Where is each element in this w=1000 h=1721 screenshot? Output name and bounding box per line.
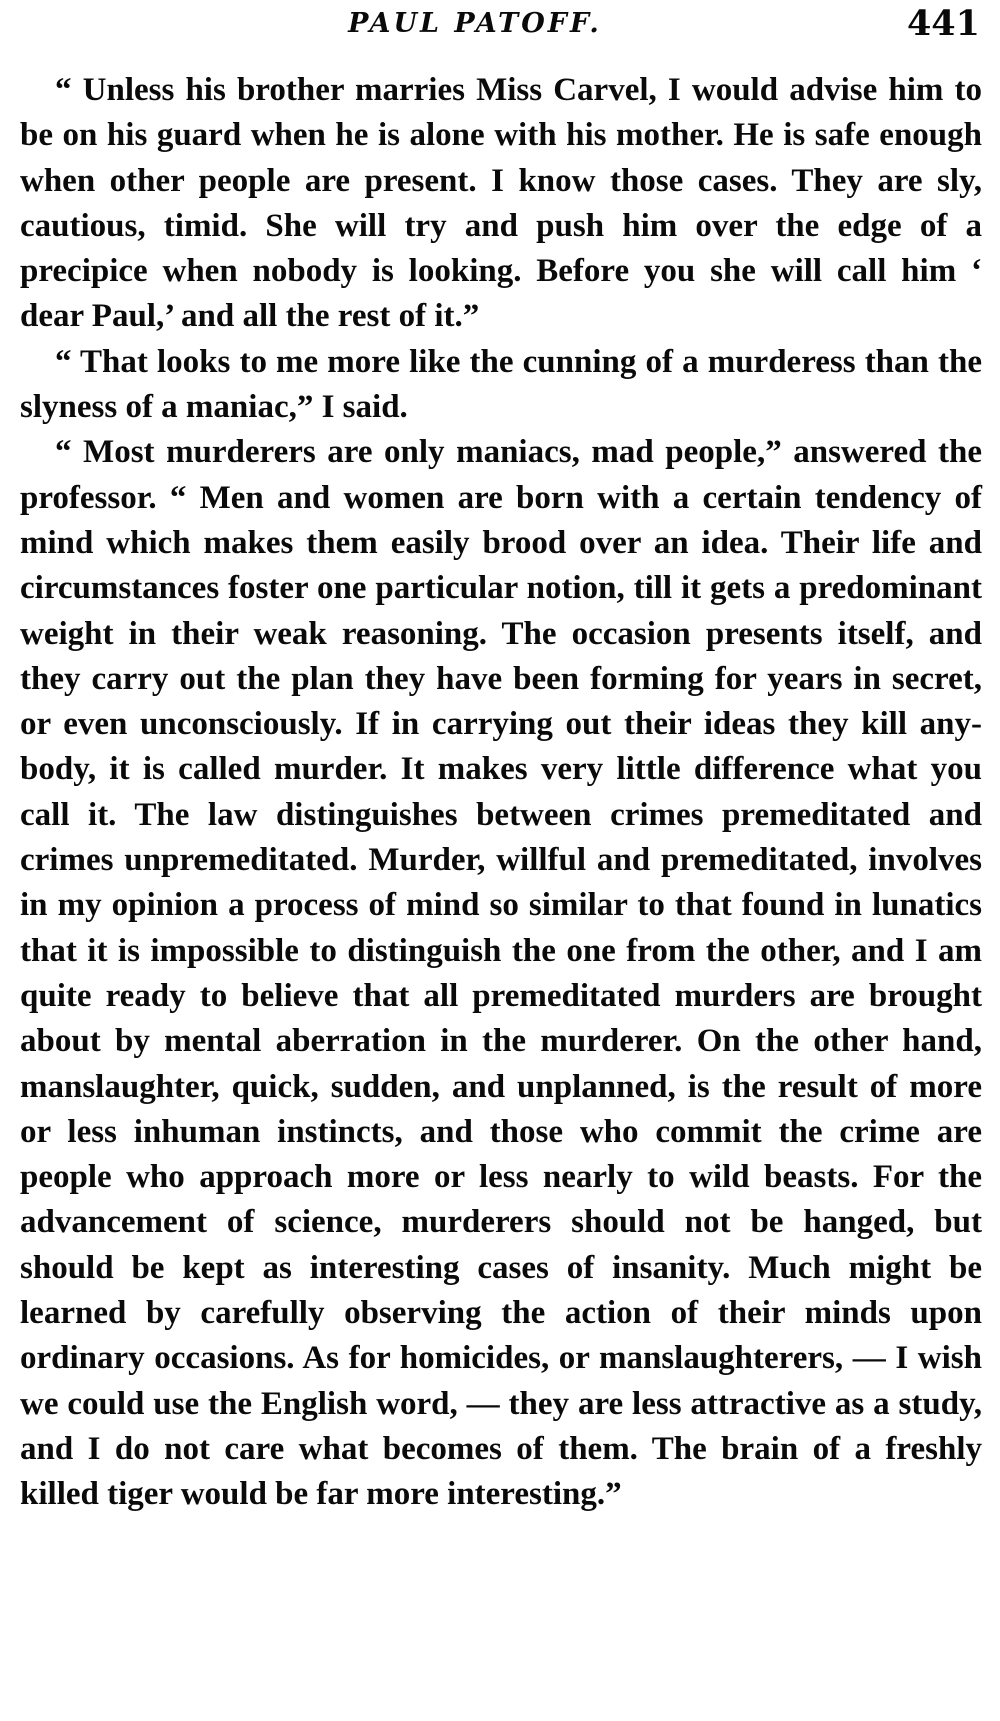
body-text [20, 68, 982, 1518]
page-number: 441 [906, 3, 980, 44]
paragraph: “ Most murderers are only maniacs, mad people,” answered the professor. “ Men and women are born with a certain tendency of mind which makes them easily brood over an idea. Their life and circumstances foster one particular notion, till it gets a predominant weight in their weak reasoning. The occasion presents itself, and they carry out the plan they have been forming for years in secret, or even unconsciously. If in carrying out their ideas they kill anybody, it is called murder. It makes very little difference what you call it. The law distinguishes between crimes premeditated and crimes unpremeditated. Murder, willful and premeditated, involves in my opinion a process of mind so similar to that found in lunatics that it is impossible to distinguish the one from the other, and I am quite ready to believe that all premeditated murders are brought about by mental aberration in the murderer. On the other hand, manslaughter, quick, sudden, and unplanned, is the result of more or less inhuman instincts, and those who commit the crime are people who approach more or less nearly to wild beasts. For the advancement of science, murderers should not be hanged, but should be kept as interesting cases of insanity. Much might be learned by carefully observing the action of their minds upon ordinary occasions. As for homicides, or manslaughterers, — I wish we could use the English word, — they are less attractive as a study, and I do not care what becomes of them. The brain of a freshly killed tiger would be far more interesting.” [20, 434, 982, 1513]
running-title: PAUL PATOFF. [348, 8, 602, 39]
page-header [20, 4, 980, 52]
paragraph: “ Unless his brother marries Miss Carvel, I would advise him to be on his guard when he is alone with his mother. He is safe enough when other people are present. I know those cases. They are sly, cautious, timid. She will try and push him over the edge of a precipice when nobody is looking. Before you she will call him ‘ dear Paul,’ and all the rest of it.” [20, 72, 982, 335]
paragraph: “ That looks to me more like the cunning of a murderess than the slyness of a maniac,” I said. [20, 343, 982, 426]
